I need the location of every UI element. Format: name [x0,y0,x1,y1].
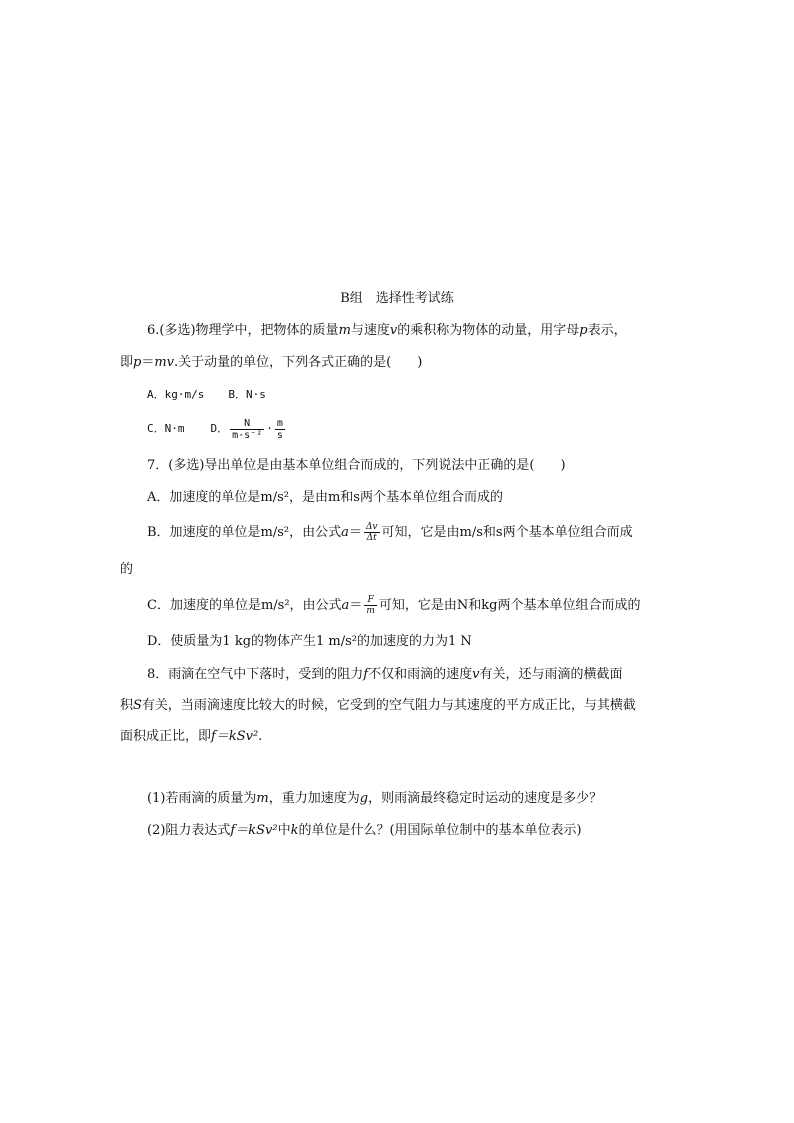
q8-text: 面积成正比，即 [120,729,212,744]
q7-c-fraction [364,595,377,616]
q6-options-ab [147,387,266,403]
q7-text: ＝ [349,598,363,613]
fraction-numerator: Δv [365,522,378,532]
q6-var-m: m [338,323,351,338]
q6-option-b: B．N·s [228,388,266,401]
q6-option-d-label: D． [210,422,229,435]
q6-var-mv: mv [154,355,175,370]
q6-text: 与速度 [350,323,390,338]
q8-line-1 [147,667,622,683]
fraction-denominator: s [276,429,283,441]
q7-text: 可知，它是由N和kg两个基本单位组合而成的 [378,598,641,613]
q8-text: ，则雨滴最终稳定时运动的速度是多少？ [368,791,603,806]
q6-option-d-fraction-2 [275,418,285,441]
q8-var-m: m [256,791,269,806]
q8-formula: f＝kSv² [211,729,259,744]
q8-text: . [258,729,263,744]
q8-subquestion-2 [147,823,582,839]
q7-b-fraction [364,522,380,543]
q7-text: B．加速度的单位是m/s²，由公式 [147,525,342,540]
q6-var-p: p [579,323,588,338]
q8-text: ，重力加速度为 [268,791,360,806]
q8-formula: f＝kSv² [230,823,278,838]
q6-text: 表示， [587,323,627,338]
section-title: B组 选择性考试练 [340,291,454,306]
q6-line-2 [120,355,422,371]
q6-line-1 [147,323,627,339]
q6-text: 的乘积称为物体的动量，用字母 [397,323,580,338]
q8-var-v: v [472,667,480,682]
q8-var-f: f [363,667,369,682]
q7-text: ＝ [348,525,362,540]
q7-option-d: D．使质量为1 kg的物体产生1 m/s²的加速度的力为1 N [147,634,472,649]
q8-text: 积 [120,698,134,713]
q6-option-a: A．kg·m/s [147,388,205,401]
q7-option-c [147,591,640,621]
q6-option-d-dot: · [266,422,273,435]
fraction-numerator: m [276,417,283,429]
q8-subquestion-1 [147,791,602,807]
fraction-numerator: F [364,595,377,606]
q7-var-a: a [341,598,350,613]
q8-text: 有关，还与雨滴的横截面 [479,667,623,682]
q7-option-b [147,518,633,548]
fraction-numerator: N [230,418,264,430]
q6-option-d-fraction-1 [230,418,264,441]
q8-text: 有关，当雨滴速度比较大的时候，它受到的空气阻力与其速度的平方成正比，与其横截 [141,698,636,713]
q7-text: 可知，它是由m/s和s两个基本单位组合而成 [381,525,633,540]
q7-option-b-cont: 的 [120,562,134,577]
q8-var-s: S [133,698,142,713]
q6-var-v: v [389,323,398,338]
q8-line-2 [120,698,636,714]
q7-stem: 7．(多选)导出单位是由基本单位组合而成的，下列说法中正确的是( ) [147,458,566,473]
q6-text: 6.(多选)物理学中，把物体的质量 [147,323,339,338]
fraction-denominator: m·s⁻² [232,429,263,441]
q6-text: .关于动量的单位，下列各式正确的是( ) [174,355,423,370]
q8-text: 中 [277,823,291,838]
q7-text: C．加速度的单位是m/s²，由公式 [147,598,342,613]
q7-option-a: A．加速度的单位是m/s²，是由m和s两个基本单位组合而成的 [147,490,503,505]
q6-text: ＝ [141,355,155,370]
q6-var-p: p [133,355,142,370]
q6-options-cd [147,412,287,446]
q8-line-3 [120,729,262,745]
q6-option-c: C．N·m [147,422,185,435]
q8-text: 8．雨滴在空气中下落时，受到的阻力 [147,667,364,682]
q6-text: 即 [120,355,134,370]
q7-var-a: a [341,525,349,540]
q8-text: 不仅和雨滴的速度 [368,667,473,682]
q8-var-k: k [290,823,299,838]
q8-text: (2)阻力表达式 [147,823,231,838]
q8-text: (1)若雨滴的质量为 [147,791,257,806]
fraction-denominator: Δt [366,533,377,543]
q8-text: 的单位是什么？(用国际单位制中的基本单位表示) [298,823,582,838]
fraction-denominator: m [366,606,375,616]
q8-var-g: g [359,791,369,806]
